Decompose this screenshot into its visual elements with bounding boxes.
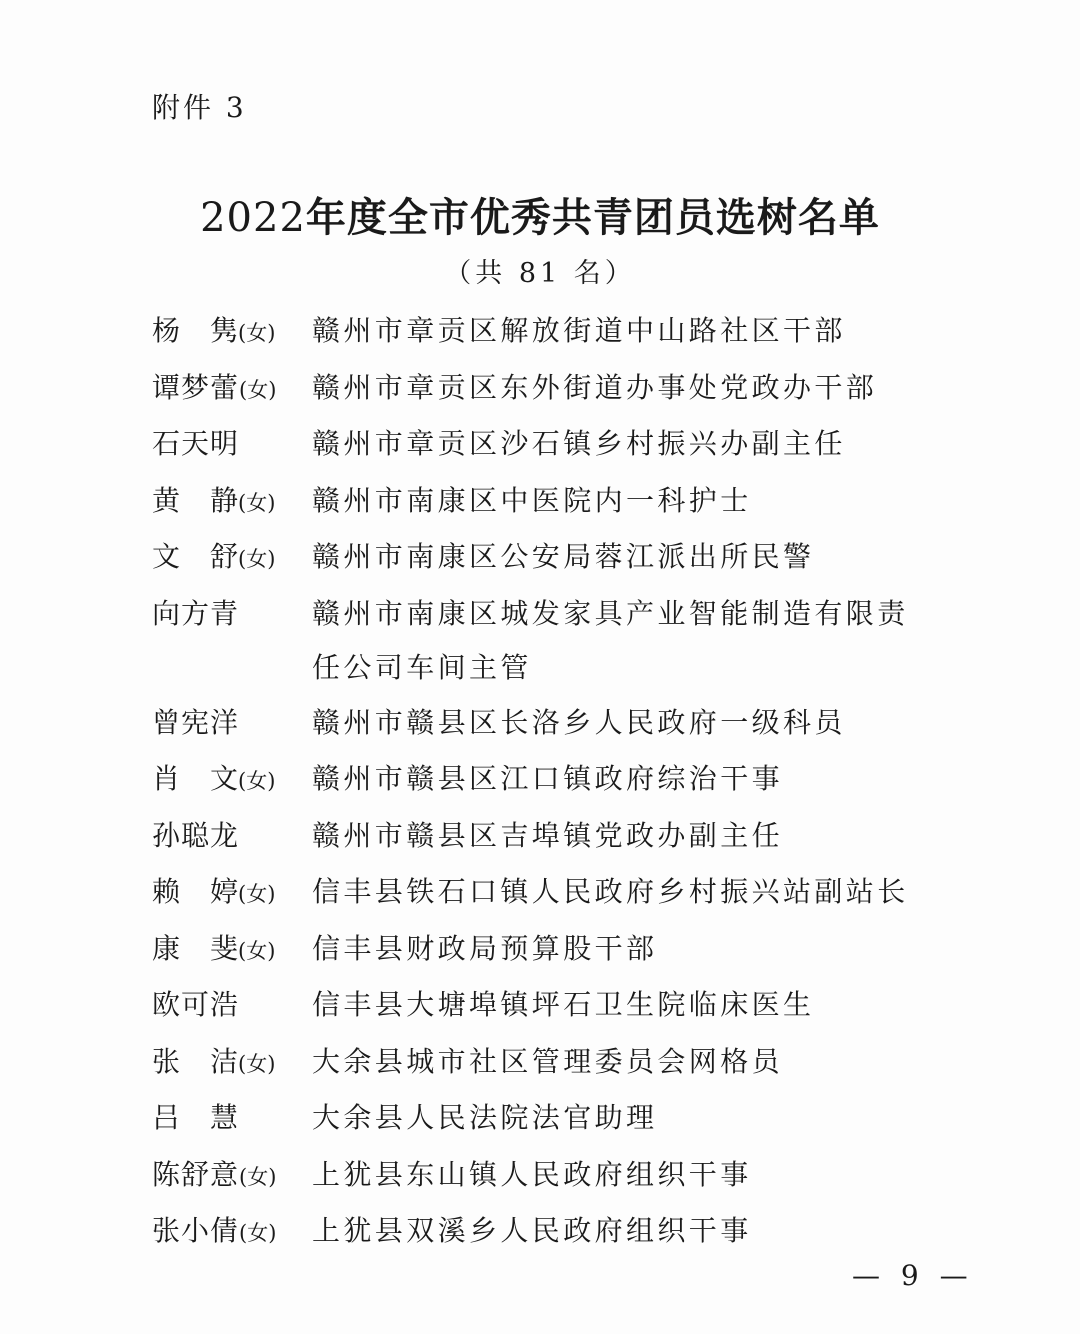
- gender-marker: (女): [238, 321, 276, 345]
- list-item: [152, 361, 932, 418]
- name-column: [152, 752, 312, 809]
- name-column: [152, 304, 312, 361]
- honoree-name: 张 洁: [152, 1044, 239, 1078]
- honoree-name: 陈舒意: [152, 1157, 240, 1191]
- list-item: [152, 752, 932, 809]
- honoree-position: 信丰县铁石口镇人民政府乡村振兴站副站长: [312, 875, 909, 908]
- honoree-name: 肖 文: [152, 762, 239, 795]
- honoree-name: 孙聪龙: [152, 818, 240, 852]
- honoree-position: 信丰县财政局预算股干部: [312, 931, 658, 965]
- list-item: [152, 922, 932, 979]
- name-column: [152, 530, 312, 587]
- name-column: [152, 865, 312, 922]
- honoree-name: 张小倩: [152, 1214, 240, 1247]
- name-column: [152, 587, 312, 644]
- honoree-position: 赣州市赣县区长洛乡人民政府一级科员: [312, 705, 846, 739]
- honoree-name: 杨 隽: [152, 314, 239, 347]
- name-column: [152, 809, 312, 866]
- name-column: [152, 978, 312, 1035]
- honoree-position: 赣州市章贡区沙石镇乡村振兴办副主任: [312, 427, 846, 460]
- honoree-position: 大余县人民法院法官助理: [312, 1101, 658, 1134]
- gender-marker: (女): [238, 547, 276, 571]
- list-item: [152, 1035, 932, 1092]
- list-item: [152, 474, 932, 531]
- honoree-position: 赣州市赣县区吉埠镇党政办副主任: [312, 818, 784, 852]
- name-column: [152, 696, 312, 753]
- honoree-name: 赖 婷: [152, 875, 239, 908]
- honoree-name: 曾宪洋: [152, 705, 240, 739]
- honoree-position: 大余县城市社区管理委员会网格员: [312, 1044, 784, 1078]
- gender-marker: (女): [238, 769, 276, 793]
- honoree-position: 赣州市南康区城发家具产业智能制造有限责任公司车间主管: [312, 596, 909, 684]
- honoree-name: 文 舒: [152, 540, 239, 573]
- list-item: [152, 1091, 932, 1148]
- list-item: [152, 1148, 932, 1205]
- gender-marker: (女): [239, 1221, 277, 1245]
- gender-marker: (女): [239, 377, 277, 402]
- honoree-list: [152, 304, 932, 1261]
- document-subtitle: （共 81 名）: [444, 258, 636, 289]
- honoree-position: 上犹县东山镇人民政府组织干事: [312, 1157, 752, 1191]
- title-year: 2022: [200, 195, 306, 241]
- attachment-label: 附件 3: [152, 91, 247, 124]
- name-column: [152, 417, 312, 474]
- list-item: [152, 1204, 932, 1261]
- list-item: [152, 587, 932, 696]
- name-column: [152, 922, 312, 979]
- list-item: [152, 696, 932, 753]
- honoree-position: 信丰县大塘埠镇坪石卫生院临床医生: [312, 988, 815, 1021]
- name-column: [152, 361, 312, 418]
- honoree-name: 欧可浩: [152, 988, 240, 1021]
- honoree-position: 赣州市章贡区解放街道中山路社区干部: [312, 314, 846, 347]
- honoree-position: 赣州市赣县区江口镇政府综治干事: [312, 762, 784, 795]
- document-title: [0, 190, 1080, 246]
- honoree-name: 吕 慧: [152, 1101, 239, 1134]
- list-item: [152, 978, 932, 1035]
- page-number: — 9 —: [852, 1259, 974, 1292]
- list-item: [152, 417, 932, 474]
- name-column: [152, 474, 312, 531]
- name-column: [152, 1035, 312, 1092]
- honoree-name: 谭梦蕾: [152, 370, 240, 404]
- honoree-name: 石天明: [152, 427, 240, 460]
- list-item: [152, 865, 932, 922]
- name-column: [152, 1148, 312, 1205]
- name-column: [152, 1091, 312, 1148]
- honoree-position: 赣州市章贡区东外街道办事处党政办干部: [312, 370, 878, 404]
- honoree-name: 黄 静: [152, 483, 239, 517]
- list-item: [152, 530, 932, 587]
- name-column: [152, 1204, 312, 1261]
- honoree-position: 赣州市南康区中医院内一科护士: [312, 483, 752, 517]
- gender-marker: (女): [239, 1164, 277, 1189]
- honoree-position: 赣州市南康区公安局蓉江派出所民警: [312, 540, 815, 573]
- honoree-name: 向方青: [152, 596, 240, 630]
- gender-marker: (女): [238, 490, 276, 515]
- gender-marker: (女): [238, 882, 276, 906]
- gender-marker: (女): [238, 1051, 276, 1076]
- gender-marker: (女): [238, 938, 276, 963]
- title-text: 年度全市优秀共青团员选树名单: [305, 195, 880, 241]
- list-item: [152, 304, 932, 361]
- honoree-position: 上犹县双溪乡人民政府组织干事: [312, 1214, 752, 1247]
- honoree-name: 康 斐: [152, 931, 239, 965]
- list-item: [152, 809, 932, 866]
